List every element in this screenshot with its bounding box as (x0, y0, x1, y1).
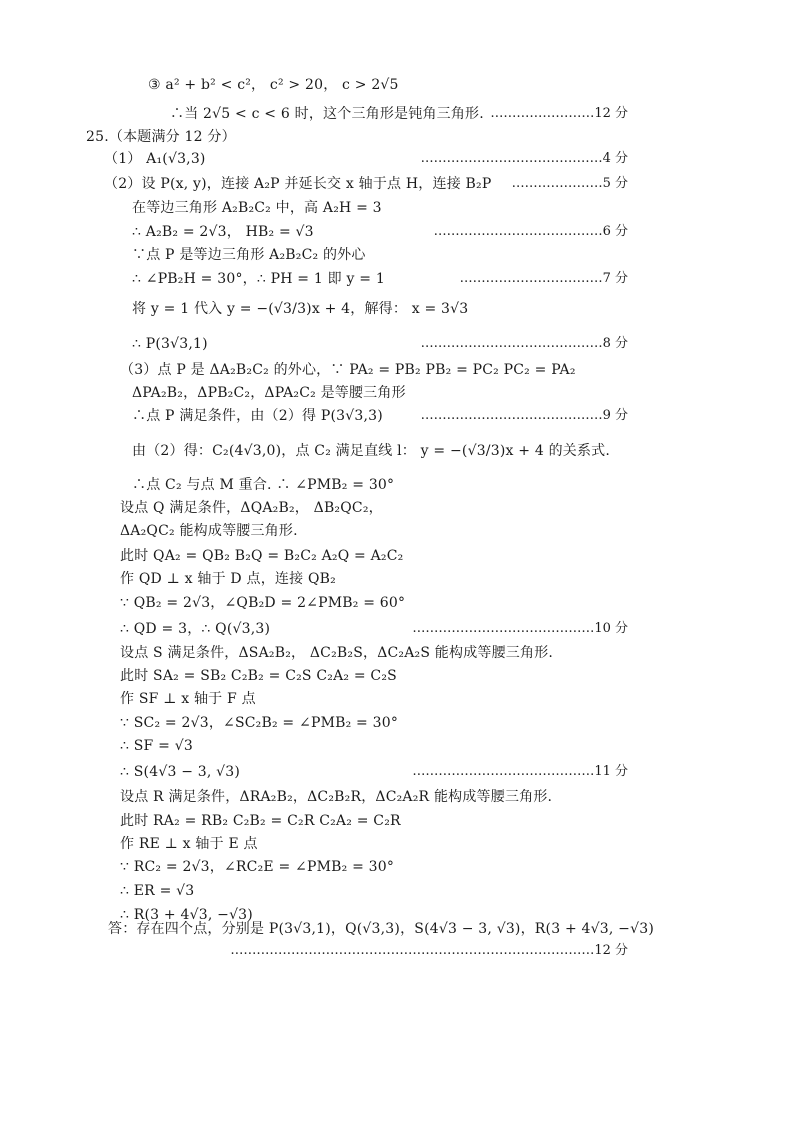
answer-line: 答：存在四个点，分别是 P(3√3,1)，Q(√3,3)，S(4√3 − 3, √3)，R(3 + 4√3, −√3) (108, 921, 654, 937)
solution-line: 设点 S 满足条件，ΔSA₂B₂， ΔC₂B₂S，ΔC₂A₂S 能构成等腰三角形. (120, 645, 554, 661)
solution-line: ∴ ∠PB₂H = 30°，∴ PH = 1 即 y = 1 (132, 271, 385, 287)
solution-line: ∴ P(3√3,1) (132, 336, 208, 352)
solution-line: ∴ QD = 3，∴ Q(√3,3) (120, 621, 271, 637)
score-marker: …………………………………6 分 (433, 224, 628, 239)
solution-line: ΔA₂QC₂ 能构成等腰三角形. (120, 523, 298, 539)
solution-line: ∴ SF = √3 (120, 738, 193, 754)
solution-line: ∴当 2√5 < c < 6 时，这个三角形是钝角三角形. (170, 106, 484, 122)
score-marker: …………………5 分 (511, 176, 628, 191)
solution-line: ③ a² + b² < c²， c² > 20， c > 2√5 (148, 77, 399, 93)
problem-heading: 25.（本题满分 12 分） (86, 129, 236, 145)
score-marker: ……………………………………9 分 (420, 408, 628, 423)
solution-line: （2）设 P(x, y)，连接 A₂P 并延长交 x 轴于点 H，连接 B₂P (104, 176, 492, 192)
solution-line: 此时 RA₂ = RB₂ C₂B₂ = C₂R C₂A₂ = C₂R (120, 813, 401, 829)
solution-line: 在等边三角形 A₂B₂C₂ 中，高 A₂H = 3 (132, 200, 382, 216)
score-marker: ……………………………………11 分 (412, 764, 628, 779)
solution-line: ∴ R(3 + 4√3, −√3) (120, 907, 253, 923)
score-marker: ……………………………7 分 (459, 271, 628, 286)
solution-line: 将 y = 1 代入 y = −(√3/3)x + 4，解得： x = 3√3 (132, 301, 469, 317)
solution-line: 作 RE ⊥ x 轴于 E 点 (120, 836, 258, 852)
score-marker: ……………………………………4 分 (420, 151, 628, 166)
solution-line: ∵点 P 是等边三角形 A₂B₂C₂ 的外心 (132, 247, 366, 263)
solution-line: ∴ A₂B₂ = 2√3， HB₂ = √3 (132, 224, 314, 240)
solution-line: ∴点 P 满足条件，由（2）得 P(3√3,3) (132, 408, 383, 424)
solution-line: 此时 SA₂ = SB₂ C₂B₂ = C₂S C₂A₂ = C₂S (120, 668, 397, 684)
score-marker: ……………………………………8 分 (420, 336, 628, 351)
score-marker: ……………………12 分 (490, 106, 628, 121)
solution-line: 由（2）得：C₂(4√3,0)，点 C₂ 满足直线 l： y = −(√3/3)x + 4 的关系式. (132, 443, 611, 459)
score-marker: …………………………………………………………………………12 分 (230, 943, 628, 958)
score-marker: ……………………………………10 分 (412, 621, 628, 636)
solution-line: ∴ S(4√3 − 3, √3) (120, 764, 241, 780)
solution-line: （3）点 P 是 ΔA₂B₂C₂ 的外心，∵ PA₂ = PB₂ PB₂ = PC₂ PC₂ = PA₂ (120, 362, 576, 378)
solution-line: ∵ QB₂ = 2√3，∠QB₂D = 2∠PMB₂ = 60° (120, 595, 406, 611)
solution-line: 此时 QA₂ = QB₂ B₂Q = B₂C₂ A₂Q = A₂C₂ (120, 548, 404, 564)
solution-line: 作 QD ⊥ x 轴于 D 点，连接 QB₂ (120, 571, 336, 587)
solution-line: ∴ ER = √3 (120, 883, 195, 899)
solution-line: 设点 Q 满足条件，ΔQA₂B₂， ΔB₂QC₂， (120, 500, 383, 516)
solution-line: 作 SF ⊥ x 轴于 F 点 (120, 691, 256, 707)
solution-line: 设点 R 满足条件，ΔRA₂B₂，ΔC₂B₂R，ΔC₂A₂R 能构成等腰三角形. (120, 789, 553, 805)
solution-line: ∵ RC₂ = 2√3，∠RC₂E = ∠PMB₂ = 30° (120, 859, 395, 875)
solution-line: ∵ SC₂ = 2√3，∠SC₂B₂ = ∠PMB₂ = 30° (120, 715, 399, 731)
solution-line: ∴点 C₂ 与点 M 重合. ∴ ∠PMB₂ = 30° (132, 477, 395, 493)
solution-line: ΔPA₂B₂，ΔPB₂C₂，ΔPA₂C₂ 是等腰三角形 (132, 385, 406, 401)
solution-line: （1） A₁(√3,3) (104, 151, 206, 167)
